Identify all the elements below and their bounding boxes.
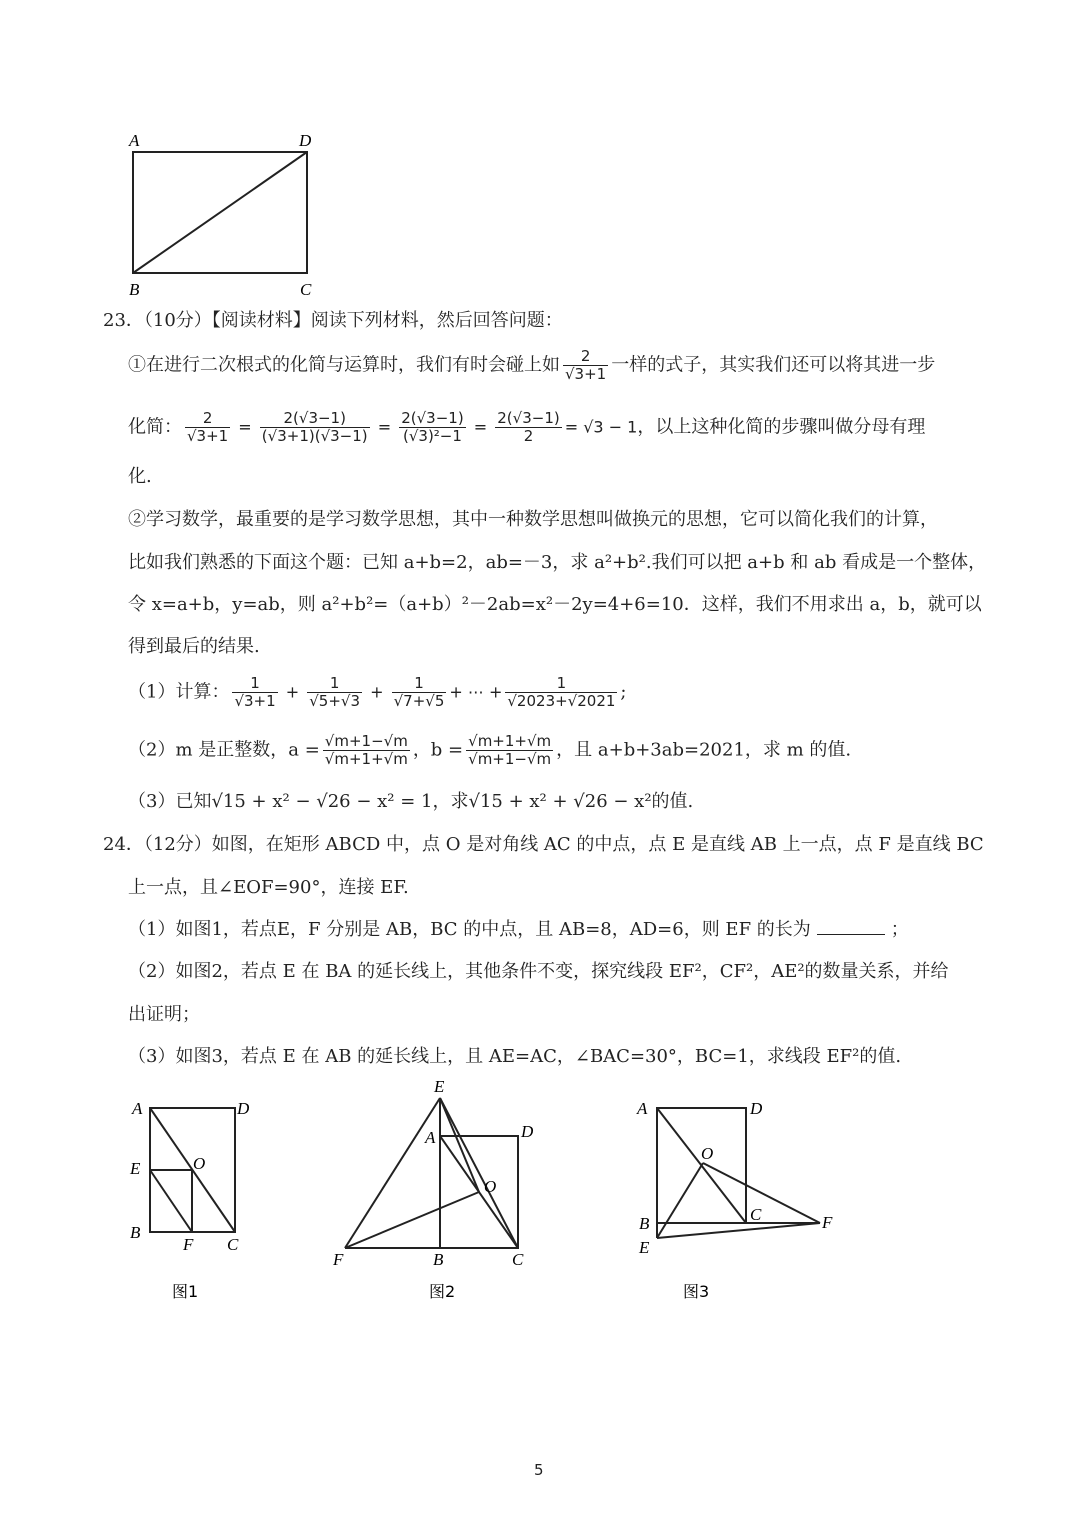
q24-s2b: 出证明； xyxy=(128,1004,200,1025)
fig3-label-B: B xyxy=(639,1214,650,1233)
q23-p1-fraction xyxy=(563,348,608,383)
frac-num: 2 xyxy=(580,347,591,365)
fig2-label-A: A xyxy=(425,1128,436,1147)
figure-1 xyxy=(120,1090,270,1310)
q23-p2-result: = √3 − 1 xyxy=(564,417,638,437)
frac-den: √2023+√2021 xyxy=(507,692,616,710)
label-D: D xyxy=(299,131,312,150)
frac-den: √m+1−√m xyxy=(468,750,552,768)
q23-p3: 化. xyxy=(128,466,152,487)
q24-s1-end: ； xyxy=(890,919,909,940)
q23-s1-frac2 xyxy=(307,675,362,710)
q23-p5: 比如我们熟悉的下面这个题：已知 a+b=2，ab=－3，求 a²+b².我们可以把 a+b 和 ab 看成是一个整体， xyxy=(128,552,987,573)
label-A: A xyxy=(129,131,140,150)
q23-p2-tail: ，以上这种化简的步骤叫做分母有理 xyxy=(637,416,926,438)
q23-p2-frac1 xyxy=(185,410,230,445)
q23-s2-lead: （2）m 是正整数，a = xyxy=(128,739,320,761)
fig1-label-C: C xyxy=(227,1235,239,1254)
frac-num: 2(√3−1) xyxy=(283,409,346,427)
frac-den: √3+1 xyxy=(565,365,607,383)
frac-den: √5+√3 xyxy=(309,692,361,710)
q23-p2-lead: 化简： xyxy=(128,416,182,438)
q23-s1-dots: + ⋯ + xyxy=(449,682,503,702)
frac-den: √3+1 xyxy=(234,692,276,710)
fig2-ec xyxy=(440,1098,518,1248)
fig3-eo xyxy=(657,1163,703,1238)
fig3-label-O: O xyxy=(701,1144,714,1163)
fig3-label-D: D xyxy=(750,1099,763,1118)
frac-den: √m+1+√m xyxy=(324,750,408,768)
q24-s3: （3）如图3，若点 E 在 AB 的延长线上，且 AE=AC，∠BAC=30°，BC=1，求线段 EF²的值. xyxy=(128,1046,902,1067)
q23-p4: ②学习数学，最重要的是学习数学思想，其中一种数学思想叫做换元的思想，它可以简化我们的计算， xyxy=(128,509,938,530)
fig1-caption: 图1 xyxy=(172,1282,199,1301)
fig1-label-D: D xyxy=(237,1099,250,1118)
frac-num: 1 xyxy=(556,674,567,692)
q23-s2-mid: ，b = xyxy=(412,739,464,761)
frac-den: 2 xyxy=(495,427,561,445)
frac-num: 1 xyxy=(329,674,340,692)
q24-s1 xyxy=(128,918,909,941)
q23-s1: （1）计算： $\frac{1}{√3+1}$ + $\frac{1}{√5+√3}$ + $\frac{1}{√7+√5}$ + ⋯ + $\frac{1}{√2023+√2021}$ ; xyxy=(128,674,627,710)
fig3-of xyxy=(703,1163,820,1223)
fig2-label-E: E xyxy=(434,1078,445,1096)
fig1-label-A: A xyxy=(132,1099,143,1118)
fig3-label-C: C xyxy=(750,1205,762,1224)
fig2-label-C: C xyxy=(512,1250,524,1269)
top-rectangle-figure xyxy=(120,125,330,305)
frac-num: 1 xyxy=(414,674,424,692)
diagonal-bd xyxy=(133,152,307,273)
fig1-ef xyxy=(150,1170,192,1232)
page-number: 5 xyxy=(534,1461,544,1479)
fig2-fo xyxy=(345,1192,479,1248)
fig2-label-B: B xyxy=(433,1250,444,1269)
fig1-label-O: O xyxy=(193,1154,206,1173)
q23-s2-frac-b xyxy=(466,733,553,768)
fig2-caption: 图2 xyxy=(429,1282,456,1301)
q23-p7: 得到最后的结果. xyxy=(128,636,260,657)
frac-num: 2(√3−1) xyxy=(401,409,464,427)
q23-s1-frac4 xyxy=(505,675,617,710)
fig3-caption: 图3 xyxy=(683,1282,710,1301)
fig1-label-F: F xyxy=(183,1235,194,1254)
q23-p1-a: ①在进行二次根式的化简与运算时，我们有时会碰上如 xyxy=(128,354,560,376)
fig2-label-D: D xyxy=(521,1122,534,1141)
fig2-label-F: F xyxy=(333,1250,344,1269)
q23-s2 xyxy=(128,733,851,768)
q23-p2-frac2 xyxy=(260,410,370,445)
fig2-fe xyxy=(345,1098,440,1248)
q23-s1-end: ; xyxy=(620,681,627,703)
frac-den: (√3)²−1 xyxy=(399,427,465,445)
label-C: C xyxy=(300,280,312,299)
fig3-label-F: F xyxy=(822,1213,833,1232)
frac-num: 2(√3−1) xyxy=(497,409,560,427)
q23-p6: 令 x=a+b，y=ab，则 a²+b²=（a+b）²－2ab=x²－2y=4+6=10．这样，我们不用求出 a，b，就可以 xyxy=(128,594,982,615)
q23-p2-frac4 xyxy=(495,410,561,445)
figure-3 xyxy=(630,1090,850,1310)
q23-s3: （3）已知√15 + x² − √26 − x² = 1，求√15 + x² + √26 − x²的值. xyxy=(128,791,694,812)
frac-num: 1 xyxy=(250,674,260,692)
figure-2 xyxy=(325,1078,555,1310)
fig1-label-B: B xyxy=(130,1223,141,1242)
q24-line2: 上一点，且∠EOF=90°，连接 EF. xyxy=(128,877,409,898)
frac-den: √7+√5 xyxy=(393,692,445,710)
fig1-label-E: E xyxy=(130,1159,141,1178)
q24-s1-text: （1）如图1，若点E，F 分别是 AB，BC 的中点，且 AB=8，AD=6，则 EF 的长为 xyxy=(128,919,811,940)
frac-den: √3+1 xyxy=(187,427,229,445)
q23-p1 xyxy=(128,348,935,383)
frac-num: √m+1−√m xyxy=(324,732,408,750)
fig3-label-E: E xyxy=(639,1238,650,1257)
q23-s2-frac-a xyxy=(323,733,410,768)
q23-p2-frac3 xyxy=(399,410,465,445)
q24-line1: 24．（12分）如图，在矩形 ABCD 中，点 O 是对角线 AC 的中点，点 E 是直线 AB 上一点，点 F 是直线 BC xyxy=(103,834,984,855)
fig3-label-A: A xyxy=(637,1099,648,1118)
q24-s2: （2）如图2，若点 E 在 BA 的延长线上，其他条件不变，探究线段 EF²，CF²，AE²的数量关系，并给 xyxy=(128,961,949,982)
q23-s1-frac1 xyxy=(232,675,277,710)
q23-s1-lead: （1）计算： xyxy=(128,681,230,703)
q23-p2: 化简： $\frac{2}{√3+1}$ = $\frac{2(√3-1)}{(√3+1)(√3-1)}$ = $\frac{2(√3-1)}{\text{(√3)²−1}}$ = $\frac{2(√3-1)}{2}$ = √3 − 1，以上这种化简的步骤叫做分母有理 xyxy=(128,409,926,445)
frac-num: 2 xyxy=(202,409,213,427)
answer-blank[interactable] xyxy=(817,918,885,935)
q23-header: 23．（10分）【阅读材料】阅读下列材料，然后回答问题： xyxy=(103,310,563,331)
fig3-ef xyxy=(657,1223,820,1238)
fig2-label-O: O xyxy=(484,1177,497,1196)
q23-s1-frac3 xyxy=(392,675,447,710)
label-B: B xyxy=(129,280,140,299)
frac-num: √m+1+√m xyxy=(468,732,552,750)
q23-p1-b: 一样的式子，其实我们还可以将其进一步 xyxy=(611,354,936,376)
frac-den: (√3+1)(√3−1) xyxy=(261,427,368,445)
q23-s2-tail: ，且 a+b+3ab=2021，求 m 的值. xyxy=(556,739,852,761)
